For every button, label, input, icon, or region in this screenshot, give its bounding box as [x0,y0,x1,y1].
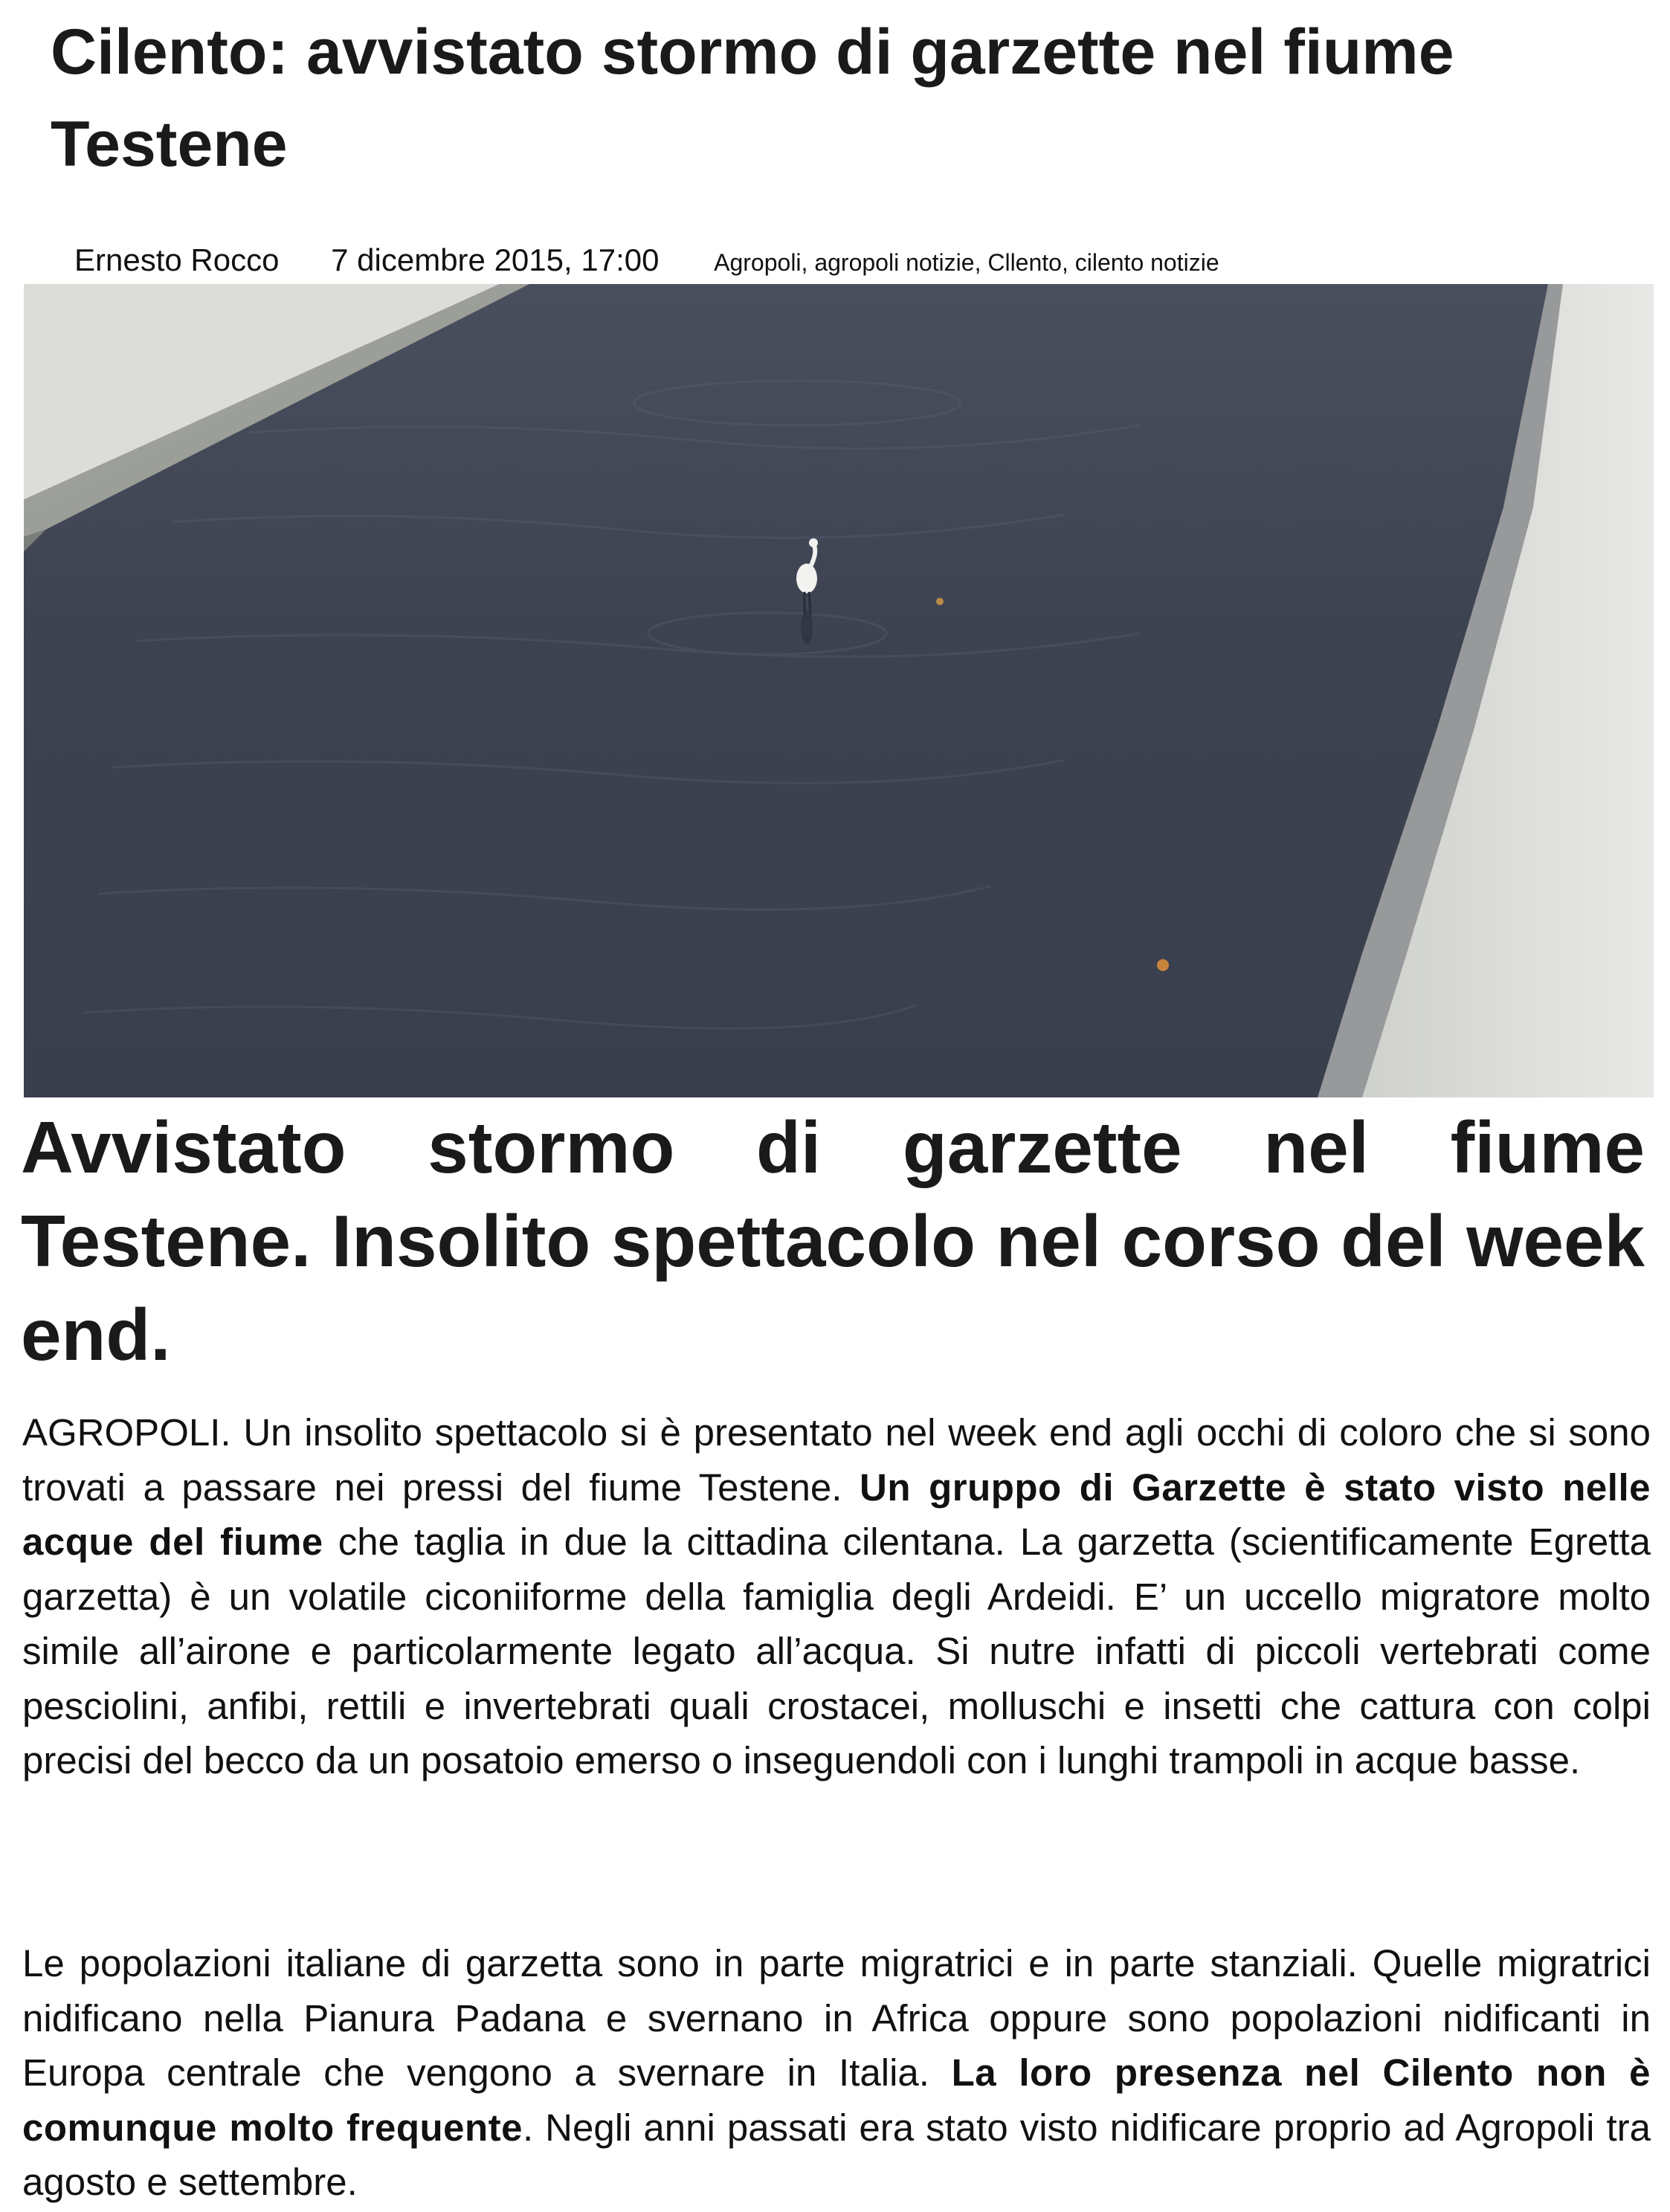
paragraph-text: che taglia in due la cittadina cilentana. La garzetta (scientificamente Egretta garzetta) è un volatile ciconiiforme della famiglia degli Ardeidi. E’ un uccello migratore molto simile all’airone e particolarmente legato all’acqua. Si nutre infatti di piccoli vertebrati come pesciolini, anfibi, rettili e invertebrati quali crostacei, molluschi e insetti che cattura con colpi precisi del becco da un posatoio emerso o inseguendoli con i lunghi trampoli in acque basse. [22,1521,1651,1781]
article-tags: Agropoli, agropoli notizie, Cllento, cilento notizie [714,249,1219,276]
paragraph-highlight: Un gruppo di Garzette è stato visto nelle acque del fiume [22,1465,1651,1563]
article-meta [74,238,1636,285]
paragraph-text: AGROPOLI. Un insolito spettacolo si è presentato nel week end agli occhi di coloro che si sono trovati a passare nei pressi del fiume Testene. [22,1411,1651,1509]
article-author: Ernesto Rocco [74,242,280,277]
article-photo [24,284,1654,1097]
article-title: Cilento: avvistato stormo di garzette nel fiume Testene [51,16,1454,180]
paragraph-text: Le popolazioni italiane di garzetta sono in parte migratrici e in parte stanziali. Quelle migratrici nidificano nella Pianura Padana e svernano in Africa oppure sono popolazioni nidificanti in Europa centrale che vengono a svernare in Italia. [22,1942,1651,2094]
paragraph-text: . Negli anni passati era stato visto nidificare proprio ad Agropoli tra agosto e settembre. [22,2106,1651,2203]
article-paragraph-1 [22,1405,1651,1788]
article-date: 7 dicembre 2015, 17:00 [331,242,660,277]
river-photo-illustration [24,284,1654,1097]
article-paragraph-2 [22,1936,1651,2210]
paragraph-highlight: La loro presenza nel Cilento non è comunque molto frequente [22,2051,1651,2149]
article-subtitle: Avvistato stormo di garzette nel fiume Testene. Insolito spettacolo nel corso del week end. [21,1106,1645,1376]
